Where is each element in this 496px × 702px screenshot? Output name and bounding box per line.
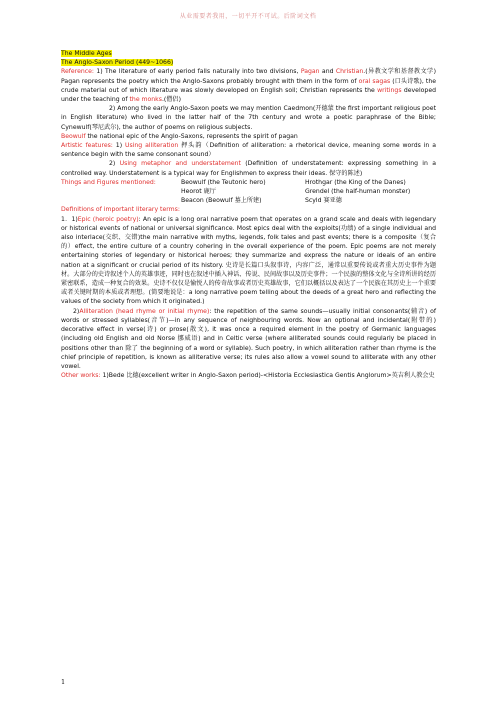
- other-works: Other works: 1)Bede 比德(excellent writer in Anglo-Saxon period)-<Historia Ecclesiastica Gentis Anglorum>英吉利人教会史: [61, 372, 435, 380]
- things-cell: Hrothgar (the King of the Danes): [305, 178, 406, 186]
- document-page: [61, 49, 436, 380]
- things-cell: Grendel (the half-human monster): [305, 188, 411, 196]
- artistic-feature-1: Artistic features: 1) Using alliteration 押头韵（Definition of alliteration: a rhetorical device, meaning some words in a sentence begin with the same consonant sound）: [61, 142, 436, 159]
- page-number: 1: [61, 678, 66, 686]
- reference-paragraph-1: Reference: 1) The literature of early period falls naturally into two divisions, Pagan and Christian.(异教文学和基督教文学) Pagan represents the poetry which the Anglo-Saxons probably brought with them in the form of oral sagas (口头诗歌), the crude material out of which literature was slowly developed on English soil; Christian represents the writings developed under the teaching of the monks.(僧侣): [61, 68, 436, 104]
- things-cell: Beowulf (the Teutonic hero): [181, 178, 266, 186]
- things-label: Things and Figures mentioned:: [61, 178, 156, 186]
- beowulf-line: Beowulf the national epic of the Anglo-Saxons, represents the spirit of pagan: [61, 132, 298, 140]
- things-and-figures: [61, 178, 436, 206]
- definitions-heading: Definitions of important literary terms:: [61, 206, 180, 214]
- definition-alliteration: 2)Alliteration (head rhyme or initial rhyme): the repetition of the same sounds—usually initial consonants(辅音) of words or stressed syllables(音节)—in any sequence of neighbouring words. Now an optional and incidental(附带的) decorative effect in verse(诗) or prose(散文), it was once a required element in the poetry of Germanic languages (including old English and old Norse 挪威语) and in Celtic verse (where alliterated sounds could regularly be placed in positions other than 除了 the beginning of a word or syllable). Such poetry, in which alliteration rather than rhyme is the chief principle of repetition, is known as alliterative verse; its rules also allow a vowel sound to alliterate with any other vowel.: [61, 307, 437, 370]
- heading-anglo-saxon-period: The Anglo-Saxon Period (449~1066): [61, 59, 174, 67]
- definition-epic: 1．1)Epic (heroic poetry): An epic is a long oral narrative poem that operates on a grand scale and deals with legendary or historical events of national or universal significance. Most epics deal with the exploits(功绩) of a single individual and also interlace(交织、交错)the main narrative with myths, legends, folk tales and past events; there is a composite（复合的）effect, the entire culture of a country cohering in the overall experience of the poem. Epic poems are not merely entertaining stories of legendary or historical heroes; they summarize and express the nature or ideals of an entire nation at a significant or crucial period of its history. 史诗是长篇口头叙事诗，内容广泛，通常以重要传说或者重大历史事件为题材。大部分的史诗叙述个人的英雄事迹，同时也在叙述中插入神话、传说、民间故事以及历史事件；一个民族的整体文化与全诗所讲的经历紧密联系，造成一种复合的效果。史诗不仅仅是愉悦人的传奇故事或者历史英雄故事，它们以概括以及表达了一个民族在其历史上一个重要或者关键时期的本质或者理想。(简要地说是：a long narrative poem telling about the deeds of a great hero and reflecting the values of the society from which it originated.): [61, 215, 437, 306]
- things-cell: Scyld 赛亚德: [305, 197, 342, 205]
- artistic-feature-2: 2) Using metaphor and understatement (Definition of understatement: expressing something in a controlled way. Understatement is a typical way for Englishmen to express their ideas. 保守的陈述): [61, 160, 436, 177]
- reference-paragraph-2: 2) Among the early Anglo-Saxon poets we may mention Caedmon(开德蒙 the first important religious poet in English literature) who lived in the latter half of the 7th century and wrote a poetic paraphrase of the Bible; Cynewulf(琴尼武尔), the author of poems on religious subjects.: [61, 105, 436, 131]
- things-row: [61, 178, 436, 187]
- things-row: [61, 196, 436, 205]
- things-cell: Beacon (Beowulf 墓上所建): [181, 197, 262, 205]
- things-row: [61, 187, 436, 196]
- things-cell: Heorot 鹿厅: [181, 188, 216, 196]
- heading-middle-ages: The Middle Ages: [61, 50, 112, 57]
- page-watermark: 从业需要者我用，一切平开不可试。后阶词文档: [179, 13, 317, 20]
